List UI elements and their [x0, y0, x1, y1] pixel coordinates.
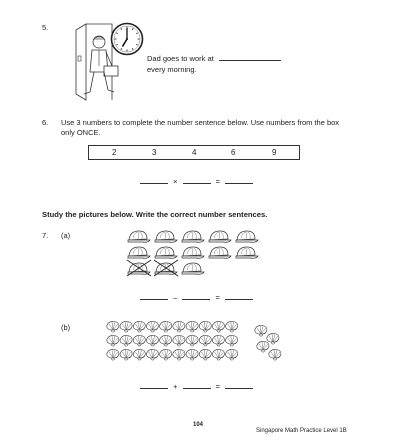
cap-icon [209, 231, 231, 242]
shell-icon [212, 321, 224, 332]
shell-icon [186, 335, 198, 346]
shell-icon [120, 321, 132, 332]
cap-icon [128, 247, 150, 258]
shell-icon [160, 321, 172, 332]
cap-icon-crossed [128, 263, 150, 274]
number-option: 6 [231, 148, 236, 157]
question-5-text-line1 [147, 54, 281, 64]
shell-icon [146, 321, 158, 332]
shell-icon [133, 335, 145, 346]
part-b-label: (b) [61, 323, 71, 332]
part-a-label: (a) [61, 231, 71, 240]
answer-blank[interactable] [140, 183, 168, 184]
answer-blank[interactable] [183, 183, 211, 184]
book-title: Singapore Math Practice Level 1B [256, 428, 347, 434]
answer-blank[interactable] [225, 388, 253, 389]
cap-icon [182, 263, 204, 274]
answer-blank[interactable] [140, 388, 168, 389]
clock-icon [110, 22, 144, 56]
answer-blank-time[interactable] [219, 60, 281, 61]
shell-icon [173, 335, 185, 346]
number-option: 9 [272, 148, 277, 157]
shell-icon-extra [255, 325, 267, 336]
shell-icon [120, 335, 132, 346]
shell-icon [226, 335, 238, 346]
cap-icon-crossed [155, 263, 177, 274]
shell-icon [107, 321, 119, 332]
question-6-instruction-line2: only ONCE. [61, 128, 101, 137]
cap-icon [182, 247, 204, 258]
equals-sign: = [215, 293, 220, 302]
page-number: 104 [193, 422, 204, 428]
question-7-number: 7. [42, 231, 49, 240]
cap-icon [182, 231, 204, 242]
number-option: 2 [112, 148, 117, 157]
question-5-sentence: Dad goes to work at [147, 54, 214, 63]
shell-icon [199, 349, 211, 360]
question-7b-number-sentence [140, 382, 253, 392]
cap-icon [155, 247, 177, 258]
question-6-instruction-line1: Use 3 numbers to complete the number sentence below. Use numbers from the box [61, 118, 340, 127]
shell-icon-extra [257, 341, 269, 352]
shell-icon [160, 349, 172, 360]
equals-sign: = [215, 382, 221, 391]
shell-icon [133, 321, 145, 332]
shell-icon [173, 349, 185, 360]
question-6-number-sentence [140, 177, 253, 187]
operator-minus: – [173, 293, 178, 302]
cap-icon [209, 247, 231, 258]
shell-icon [186, 349, 198, 360]
shell-icon [212, 349, 224, 360]
shell-icon [146, 335, 158, 346]
caps-picture [128, 230, 288, 280]
answer-blank[interactable] [183, 388, 211, 389]
shell-icon [133, 349, 145, 360]
number-box [88, 145, 300, 160]
answer-blank[interactable] [140, 299, 168, 300]
shell-icon-extra [267, 333, 279, 344]
cap-icon [155, 231, 177, 242]
number-option: 3 [152, 148, 157, 157]
answer-blank[interactable] [225, 299, 253, 300]
cap-icon [128, 231, 150, 242]
shell-icon [186, 321, 198, 332]
shell-icon [107, 349, 119, 360]
section-instruction: Study the pictures below. Write the correct number sentences. [42, 210, 268, 219]
shells-picture [106, 321, 286, 366]
question-5-number: 5. [42, 23, 49, 32]
question-6-number: 6. [42, 118, 49, 127]
shell-icon [212, 335, 224, 346]
shell-icon-extra [269, 349, 281, 360]
shell-icon [120, 349, 132, 360]
shell-icon [107, 335, 119, 346]
answer-blank[interactable] [182, 299, 210, 300]
cap-icon [236, 231, 258, 242]
question-7a-number-sentence [140, 293, 253, 303]
cap-icon [236, 247, 258, 258]
shell-icon [146, 349, 158, 360]
operator-plus: + [173, 382, 178, 391]
shell-icon [199, 335, 211, 346]
operator-times: × [173, 177, 178, 186]
shell-icon [199, 321, 211, 332]
question-5-text-line2: every morning. [147, 65, 197, 74]
number-option: 4 [192, 148, 197, 157]
answer-blank[interactable] [225, 183, 253, 184]
shell-icon [226, 321, 238, 332]
equals-sign: = [215, 177, 221, 186]
shell-icon [173, 321, 185, 332]
shell-icon [160, 335, 172, 346]
shell-icon [226, 349, 238, 360]
